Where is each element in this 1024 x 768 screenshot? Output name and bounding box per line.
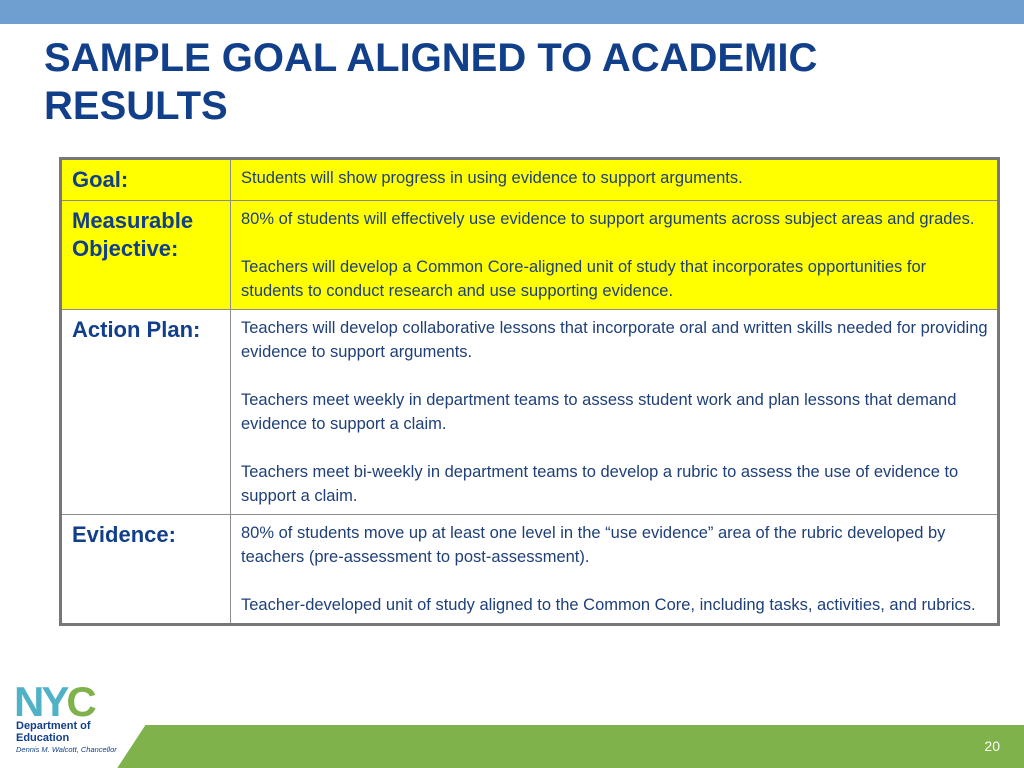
row-content-action-plan: [231, 310, 999, 515]
goal-text: Students will show progress in using evidence to support arguments.: [241, 169, 743, 187]
row-label-action-plan: Action Plan:: [61, 310, 231, 515]
footer-band: [0, 725, 1024, 768]
row-label-measurable-objective: Measurable Objective:: [61, 201, 231, 310]
slide-title: SAMPLE GOAL ALIGNED TO ACADEMIC RESULTS: [44, 36, 818, 128]
top-accent-bar: [0, 0, 1024, 24]
table-row-goal: [61, 159, 999, 201]
action-plan-text-3: Teachers meet bi-weekly in department teams to develop a rubric to assess the use of evidence to support a claim.: [241, 463, 959, 505]
action-plan-text-2: Teachers meet weekly in department teams to assess student work and plan lessons that demand evidence to support a claim.: [241, 391, 957, 433]
goal-table: [59, 157, 1000, 626]
table-row-action-plan: [61, 310, 999, 515]
action-plan-text-1: Teachers will develop collaborative lessons that incorporate oral and written skills needed for providing evidence to support arguments.: [241, 319, 988, 361]
slide-number: 20: [984, 738, 1000, 754]
row-label-goal: Goal:: [61, 159, 231, 201]
logo-letter: Y: [41, 683, 67, 719]
evidence-text-1: 80% of students move up at least one level in the “use evidence” area of the rubric developed by teachers (pre-assessment to post-assessment).: [241, 524, 946, 566]
department-line-2: Education: [16, 732, 70, 744]
row-content-goal: [231, 159, 999, 201]
row-label-evidence: Evidence:: [61, 515, 231, 625]
department-line-1: Department of: [16, 720, 91, 732]
logo-letter: C: [66, 683, 94, 719]
row-content-evidence: [231, 515, 999, 625]
logo-letter: N: [14, 683, 42, 719]
row-content-measurable-objective: [231, 201, 999, 310]
objective-text-2: Teachers will develop a Common Core-aligned unit of study that incorporates opportunities for students to conduct research and use supporting evidence.: [241, 258, 927, 300]
svg-text:NYC: [14, 683, 96, 719]
table-row-measurable-objective: [61, 201, 999, 310]
nyc-logo: [14, 683, 114, 719]
department-logo-text: [16, 720, 136, 755]
evidence-text-2: Teacher-developed unit of study aligned to the Common Core, including tasks, activities, and rubrics.: [241, 596, 976, 614]
table-row-evidence: [61, 515, 999, 625]
chancellor-name: Dennis M. Walcott, Chancellor: [16, 745, 117, 754]
objective-text-1: 80% of students will effectively use evidence to support arguments across subject areas and grades.: [241, 210, 975, 228]
